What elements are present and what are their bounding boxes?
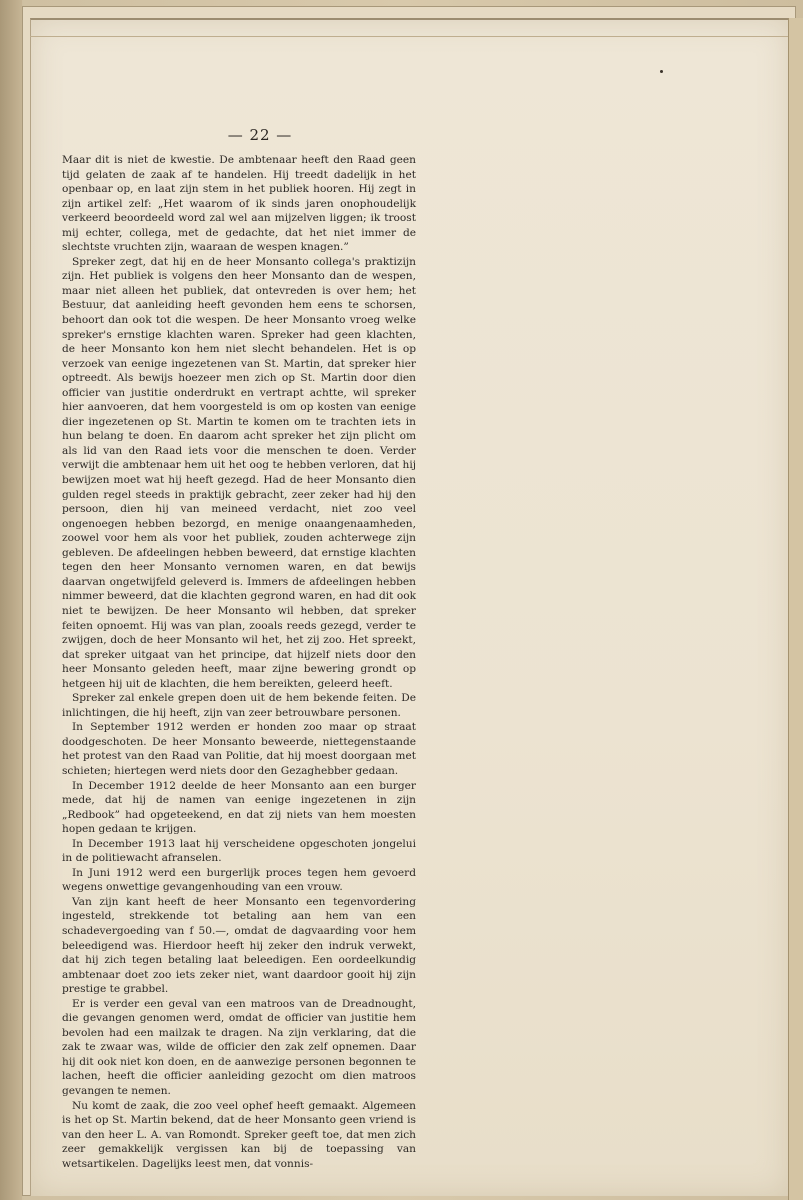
paragraph: In Juni 1912 werd een burgerlijk proces tegen hem gevoerd wegens onwettige gevangenhouding van een vrouw. [62,866,416,894]
body-text [62,153,416,1171]
page-number: — 22 — [227,126,293,144]
paragraph: Nu komt de zaak, die zoo veel ophef heeft gemaakt. Algemeen is het op St. Martin bekend, dat de heer Monsanto geen vriend is van den heer L. A. van Romondt. Spreker geeft toe, dat men zich zeer gemakkelijk vergissen kan bij de toepassing van wetsartikelen. Dagelijks leest men, dat vonnis- [62,1099,416,1170]
paragraph: In September 1912 werden er honden zoo maar op straat doodgeschoten. De heer Monsanto beweerde, niettegenstaande het protest van den Raad van Politie, dat hij moest doorgaan met schieten; hiertegen werd niets door den Gezaghebber gedaan. [62,721,416,777]
paragraph: In December 1912 deelde de heer Monsanto aan een burger mede, dat hij de namen van eenige ingezetenen in zijn „Redbook” had opgeteekend, en dat zij niets van hem moesten hopen gedaan te krijgen. [62,779,416,836]
page-fold-line [30,36,788,37]
paragraph: In December 1913 laat hij verscheidene opgeschoten jongelui in de politiewacht afranselen. [62,837,416,865]
page-edge-strip [788,18,803,1200]
paper-speck [660,70,663,73]
paragraph: Maar dit is niet de kwestie. De ambtenaar heeft den Raad geen tijd gelaten de zaak af te handelen. Hij treedt dadelijk in het openbaar op, en laat zijn stem in het publiek hooren. Hij zegt in zijn artikel zelf: „Het waarom of ik sinds jaren onophoudelijk verkeerd beoordeeld word zal wel aan mijzelven liggen; ik troost mij echter, collega, met de gedachte, dat het niet immer de slechtste vruchten zijn, waaraan de wespen knagen.” [62,154,416,254]
paragraph: Er is verder een geval van een matroos van de Dreadnought, die gevangen genomen werd, omdat de officier van justitie hem bevolen had een mailzak te dragen. Na zijn verklaring, dat die zak te zwaar was, wilde de officier den zak zelf opnemen. Daar hij dit ook niet kon doen, en de aanwezige personen begonnen te lachen, heeft die officier aanleiding gezocht om dien matroos gevangen te nemen. [62,997,416,1097]
binding-edge [0,0,22,1200]
paragraph: Spreker zegt, dat hij en de heer Monsanto collega's praktizijn zijn. Het publiek is volgens den heer Monsanto dan de wespen, maar niet alleen het publiek, dat ontevreden is over hem; het Bestuur, dat aanleiding heeft gevonden hem eens te schorsen, behoort dan ook tot die wespen. De heer Monsanto vroeg welke spreker's ernstige klachten waren. Spreker had geen klachten, de heer Monsanto kon hem niet slecht behandelen. Het is op verzoek van eenige ingezetenen van St. Martin, dat spreker hier optreedt. Als bewijs hoezeer men zich op St. Martin door dien officier van justitie onderdrukt en vertrapt achtte, wil spreker hier aanvoeren, dat hem voorgesteld is om op kosten van eenige dier ingezetenen op St. Martin te komen om te trachten iets in hun belang te doen. En daarom acht spreker het zijn plicht om als lid van den Raad iets voor die menschen te doen. Verder verwijt die ambtenaar hem uit het oog te hebben verloren, dat hij bewijzen moet wat hij heeft gezegd. Had de heer Monsanto dien gulden regel steeds in praktijk gebracht, zeer zeker had hij den persoon, dien hij van meineed verdacht, niet zoo veel ongenoegen hebben bezorgd, en menige onaangenaamheden, zoowel voor hem als voor het publiek, zouden achterwege zijn gebleven. De afdeelingen hebben beweerd, dat ernstige klachten tegen den heer Monsanto vernomen waren, en dat bewijs daarvan ongetwijfeld geleverd is. Immers de afdeelingen hebben nimmer beweerd, dat die klachten gegrond waren, en had dit ook niet te bewijzen. De heer Monsanto wil hebben, dat spreker feiten opnoemt. Hij was van plan, zooals reeds gezegd, verder te zwijgen, doch de heer Monsanto wil het, het zij zoo. Het spreekt, dat spreker uitgaat van het principe, dat hijzelf niets door den heer Monsanto geleden heeft, maar zijne bewering grondt op hetgeen hij uit de klachten, die hem bereikten, geleerd heeft. [62,255,416,690]
paragraph: Spreker zal enkele grepen doen uit de hem bekende feiten. De inlichtingen, die hij heeft, zijn van zeer betrouwbare personen. [62,692,416,719]
paragraph: Van zijn kant heeft de heer Monsanto een tegenvordering ingesteld, strekkende tot betaling aan hem van een schadevergoeding van f 50.—, omdat de dagvaarding voor hem beleedigend was. Hierdoor heeft hij zeker den indruk verwekt, dat hij zich tegen betaling laat beleedigen. Een oordeelkundig ambtenaar doet zoo iets zeker niet, want daardoor gooit hij zijn prestige te grabbel. [62,895,416,996]
